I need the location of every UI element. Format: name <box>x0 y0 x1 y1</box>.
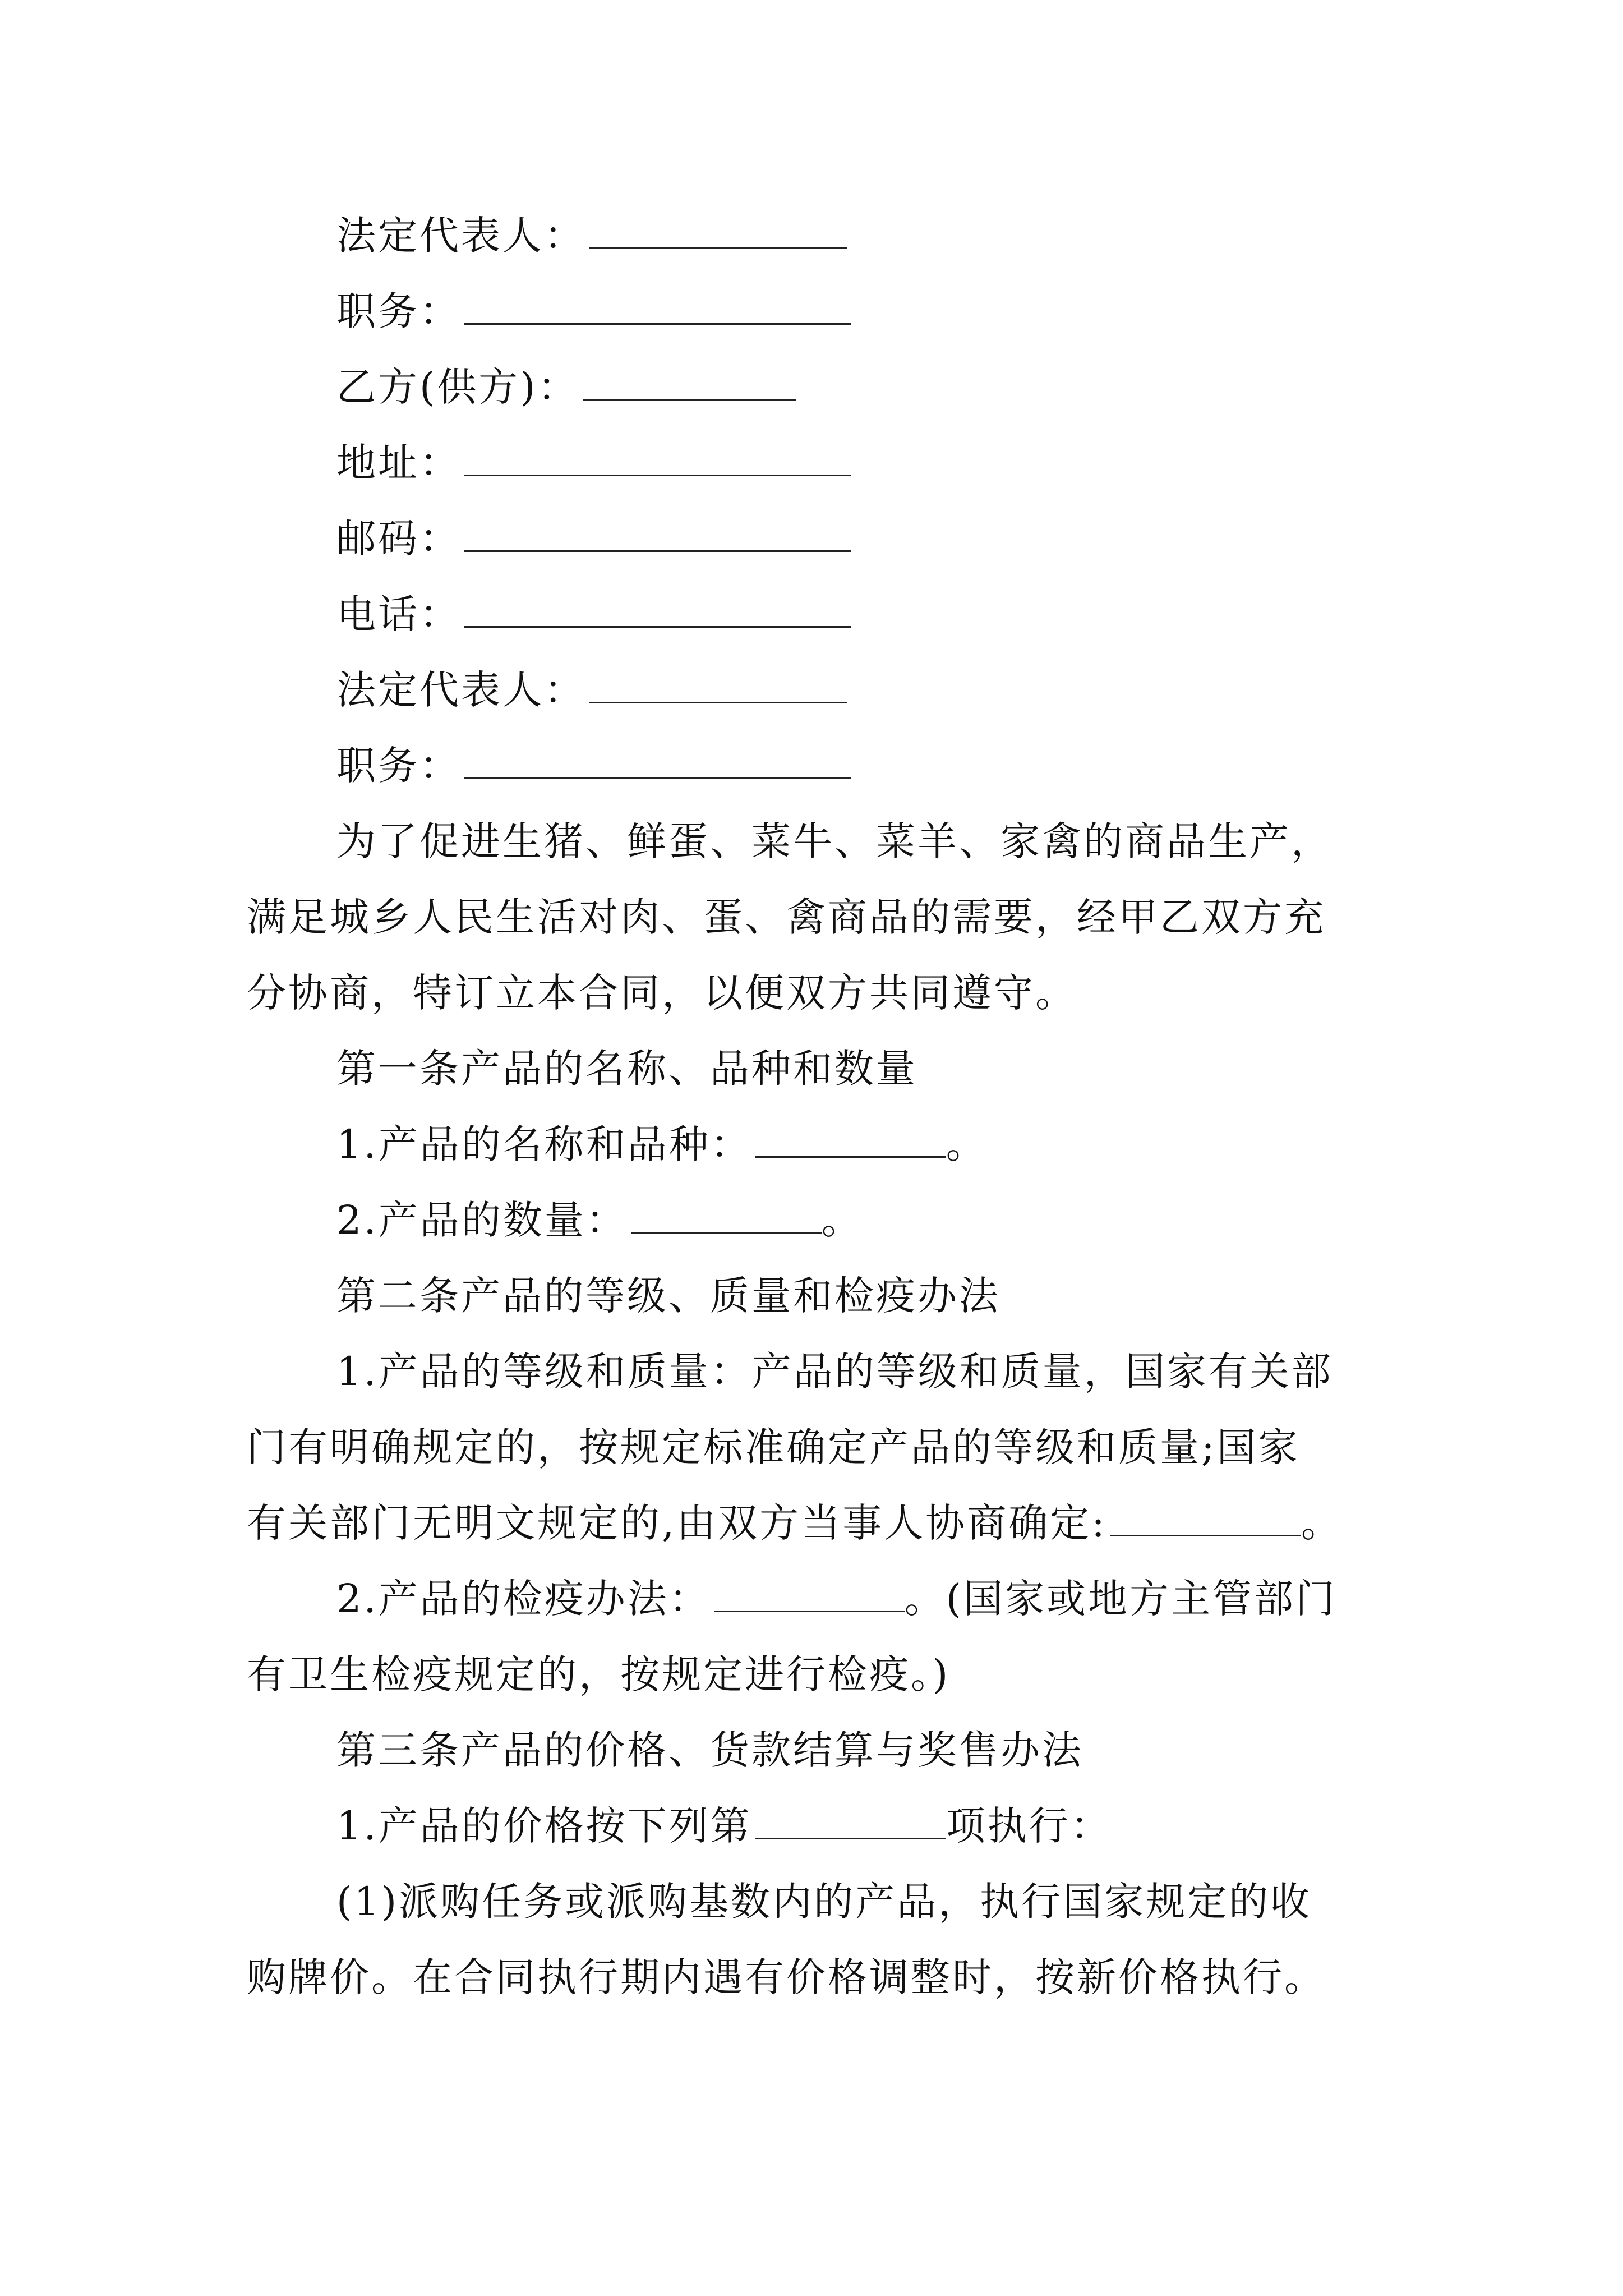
paragraph-line: 购牌价。在合同执行期内遇有价格调整时，按新价格执行。 <box>247 1954 1326 2000</box>
paragraph-line: 为了促进生猪、鲜蛋、菜牛、菜羊、家禽的商品生产， <box>336 818 1332 864</box>
fill-blank[interactable] <box>755 1804 946 1839</box>
clause-end: 。 <box>946 1121 988 1167</box>
fill-blank[interactable] <box>589 214 847 249</box>
clause-line <box>336 1573 1337 1624</box>
field-label: 法定代表人： <box>336 667 585 713</box>
article-heading: 第三条产品的价格、货款结算与奖售办法 <box>336 1727 1083 1773</box>
clause-text: 。(国家或地方主管部门 <box>904 1576 1338 1622</box>
clause-text: 1.产品的名称和品种： <box>336 1121 752 1167</box>
paragraph-line: (1)派购任务或派购基数内的产品，执行国家规定的收 <box>336 1879 1312 1925</box>
fill-blank[interactable] <box>755 1122 946 1158</box>
field-address <box>336 438 851 488</box>
clause-end: 。 <box>821 1197 863 1243</box>
field-label: 电话： <box>336 591 461 637</box>
clause-end: 。 <box>1301 1500 1343 1546</box>
fill-blank[interactable] <box>714 1577 905 1612</box>
field-phone <box>336 589 851 639</box>
clause-line <box>247 1498 1343 1548</box>
clause-text: 2.产品的数量： <box>336 1197 628 1243</box>
fill-blank[interactable] <box>631 1198 822 1234</box>
paragraph-line: 有卫生检疫规定的，按规定进行检疫。) <box>247 1651 951 1697</box>
clause-text: 2.产品的检疫办法： <box>336 1576 711 1622</box>
field-label: 地址： <box>336 440 461 486</box>
field-label: 法定代表人： <box>336 213 585 259</box>
clause-line <box>336 1801 1112 1851</box>
paragraph-line: 门有明确规定的，按规定标准确定产品的等级和质量;国家 <box>247 1424 1300 1470</box>
paragraph-line: 分协商，特订立本合同，以便双方共同遵守。 <box>247 970 1077 1016</box>
field-position-a <box>336 286 851 337</box>
field-label: 职务： <box>336 743 461 789</box>
clause-text: 1.产品的价格按下列第 <box>336 1803 752 1849</box>
fill-blank[interactable] <box>464 517 851 552</box>
paragraph-line: 1.产品的等级和质量：产品的等级和质量，国家有关部 <box>336 1349 1333 1395</box>
clause-line <box>336 1119 988 1170</box>
clause-text: 有关部门无明文规定的,由双方当事人协商确定: <box>247 1500 1107 1546</box>
field-postcode <box>336 513 851 564</box>
paragraph-line: 满足城乡人民生活对肉、蛋、禽商品的需要，经甲乙双方充 <box>247 894 1326 940</box>
field-legal-rep-a <box>336 210 847 261</box>
article-heading: 第二条产品的等级、质量和检疫办法 <box>336 1273 1000 1319</box>
clause-line <box>336 1195 863 1245</box>
fill-blank[interactable] <box>464 744 851 779</box>
field-label: 职务： <box>336 288 461 334</box>
field-position-b <box>336 740 851 791</box>
fill-blank[interactable] <box>1110 1501 1301 1536</box>
fill-blank[interactable] <box>464 441 851 476</box>
article-heading: 第一条产品的名称、品种和数量 <box>336 1046 917 1092</box>
fill-blank[interactable] <box>464 592 851 628</box>
fill-blank[interactable] <box>589 668 847 703</box>
field-party-b <box>336 362 796 412</box>
clause-text: 项执行： <box>946 1803 1112 1849</box>
fill-blank[interactable] <box>583 365 796 401</box>
field-label: 邮码： <box>336 516 461 562</box>
field-label: 乙方(供方)： <box>336 364 579 410</box>
field-legal-rep-b <box>336 665 847 715</box>
fill-blank[interactable] <box>464 289 851 325</box>
